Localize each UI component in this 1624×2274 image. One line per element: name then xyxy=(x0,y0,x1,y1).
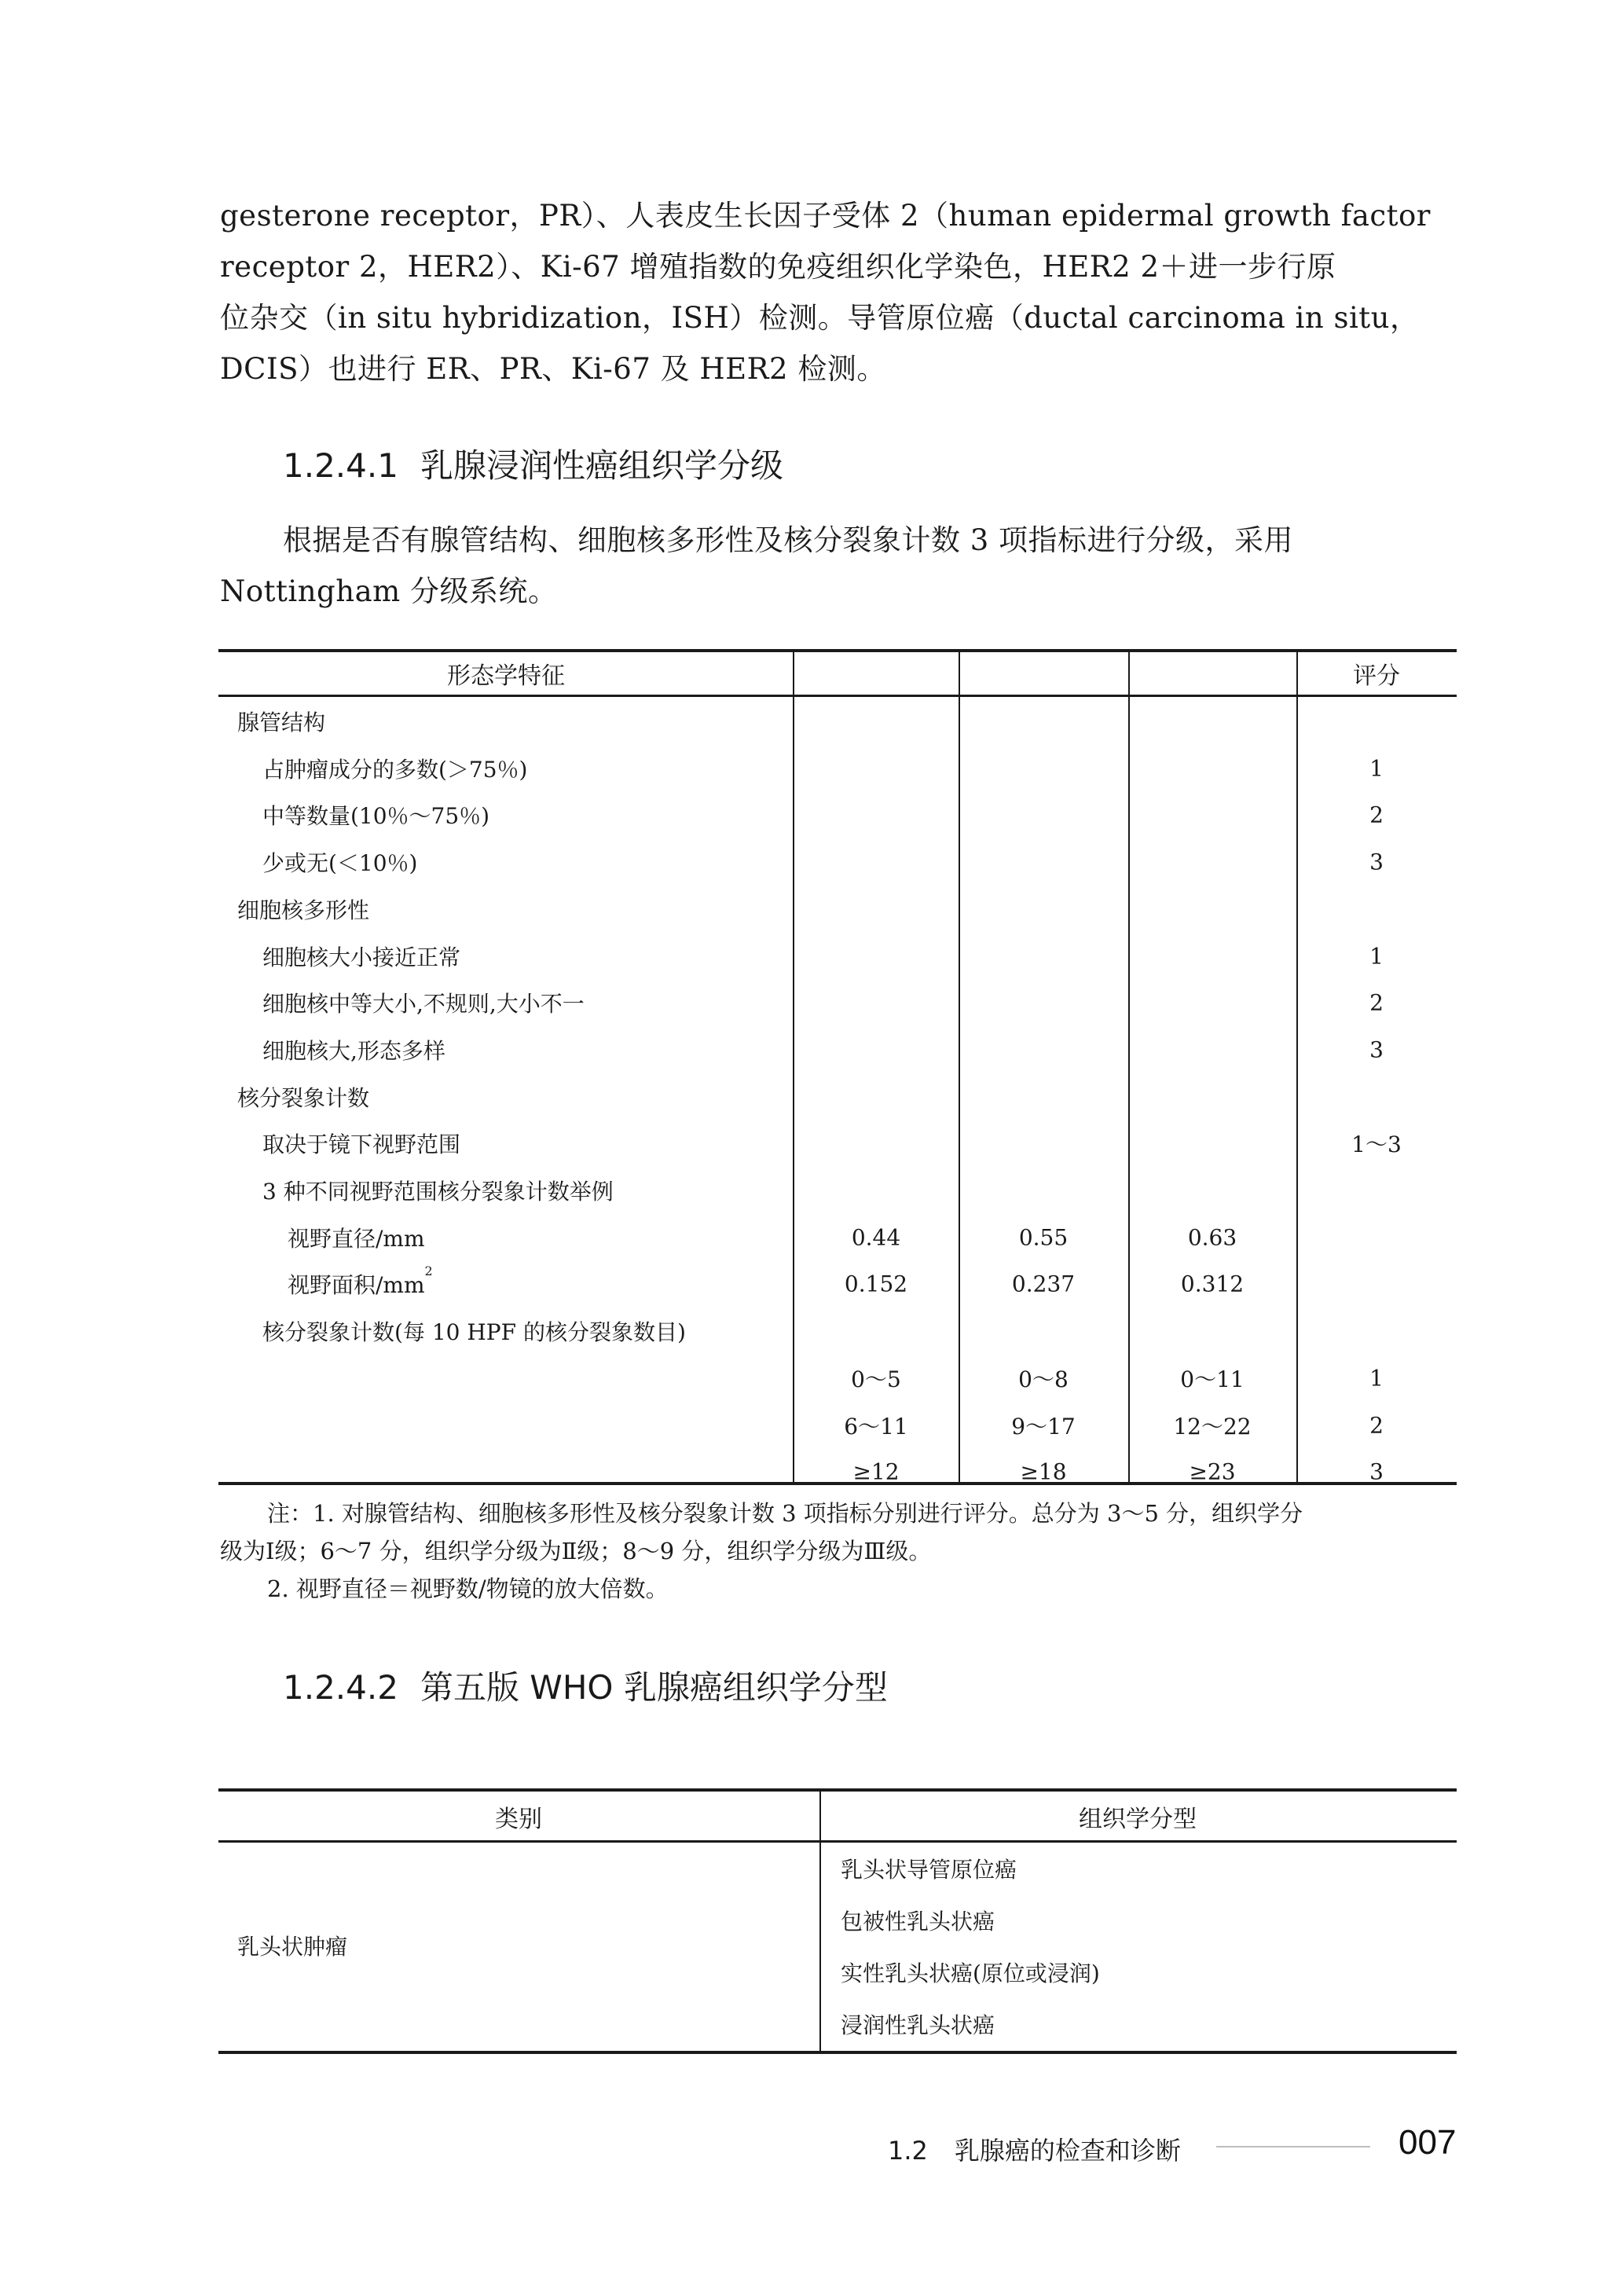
header-score: 评分 xyxy=(1353,662,1400,690)
table-notes xyxy=(220,1495,1457,1608)
feature-cell: 中等数量(10％～75％) xyxy=(262,803,490,830)
subtype-cell: 实性乳头状癌(原位或浸润) xyxy=(841,1960,1100,1986)
intro-paragraph xyxy=(220,190,1457,394)
column-divider xyxy=(959,649,960,1484)
note-line: 2. 视野直径＝视野数/物镜的放大倍数。 xyxy=(267,1575,669,1602)
value-cell: 12～22 xyxy=(1173,1413,1252,1440)
section-number: 1.2.4.2 xyxy=(283,1668,398,1707)
header-feature: 形态学特征 xyxy=(447,662,565,690)
section-title: 第五版 WHO 乳腺癌组织学分型 xyxy=(420,1668,888,1707)
intro-line: DCIS）也进行 ER、PR、Ki-67 及 HER2 检测。 xyxy=(220,352,886,386)
subtype-cell: 包被性乳头状癌 xyxy=(841,1909,995,1935)
score-cell: 1～3 xyxy=(1351,1131,1402,1158)
score-cell: 3 xyxy=(1369,849,1384,875)
paragraph-line: Nottingham 分级系统。 xyxy=(220,574,558,608)
feature-cell: 细胞核多形性 xyxy=(237,897,370,923)
table-top-rule xyxy=(218,1788,1457,1792)
value-cell: 6～11 xyxy=(844,1413,908,1440)
feature-cell: 取决于镜下视野范围 xyxy=(262,1131,461,1158)
value-cell: ≥23 xyxy=(1189,1458,1236,1485)
feature-cell: 视野直径/mm xyxy=(288,1225,425,1252)
score-cell: 1 xyxy=(1369,1365,1384,1392)
paragraph-line: 根据是否有腺管结构、细胞核多形性及核分裂象计数 3 项指标进行分级，采用 xyxy=(283,523,1294,557)
score-cell: 3 xyxy=(1369,1458,1384,1485)
column-divider xyxy=(793,649,794,1484)
subtype-cell: 乳头状导管原位癌 xyxy=(841,1857,1017,1883)
column-divider xyxy=(1128,649,1130,1484)
footer-section-number: 1.2 xyxy=(888,2136,928,2166)
section-heading-grading xyxy=(283,440,783,487)
value-cell: 0.63 xyxy=(1187,1224,1237,1251)
intro-line: 位杂交（in situ hybridization，ISH）检测。导管原位癌（ductal carcinoma in situ， xyxy=(220,301,1420,335)
value-cell: 0.152 xyxy=(844,1271,908,1297)
value-cell: ≥12 xyxy=(852,1458,900,1485)
footer-divider xyxy=(1216,2146,1370,2147)
header-subtype: 组织学分型 xyxy=(1079,1806,1197,1833)
value-cell: 0～8 xyxy=(1018,1366,1069,1392)
value-cell: 0～5 xyxy=(851,1366,901,1392)
score-cell: 2 xyxy=(1369,801,1384,828)
value-cell: 0～11 xyxy=(1180,1366,1245,1392)
table-bottom-rule xyxy=(218,1482,1457,1485)
section-heading-who-classification xyxy=(283,1662,888,1709)
who-classification-table xyxy=(218,1788,1457,2054)
section-title: 乳腺浸润性癌组织学分级 xyxy=(420,446,783,485)
value-cell: 0.312 xyxy=(1180,1271,1245,1297)
feature-cell: 核分裂象计数(每 10 HPF 的核分裂象数目) xyxy=(262,1319,686,1346)
table-top-rule xyxy=(218,649,1457,652)
score-cell: 1 xyxy=(1369,755,1384,782)
feature-cell: 3 种不同视野范围核分裂象计数举例 xyxy=(262,1179,614,1205)
feature-cell: 细胞核中等大小,不规则,大小不一 xyxy=(262,991,585,1018)
score-cell: 2 xyxy=(1369,1412,1384,1438)
note-line: 注：1. 对腺管结构、细胞核多形性及核分裂象计数 3 项指标分别进行评分。总分为 3～5 分，组织学分 xyxy=(267,1500,1303,1527)
feature-cell: 视野面积$/mm^2$ xyxy=(288,1264,433,1299)
column-divider xyxy=(819,1788,821,2052)
note-line: 级为Ⅰ级；6～7 分，组织学分级为Ⅱ级；8～9 分，组织学分级为Ⅲ级。 xyxy=(220,1538,932,1564)
value-cell: 0.44 xyxy=(851,1224,901,1251)
page-number: 007 xyxy=(1399,2123,1457,2162)
category-cell: 乳头状肿瘤 xyxy=(237,1934,348,1960)
feature-cell: 占肿瘤成分的多数(＞75％) xyxy=(262,756,528,783)
grading-paragraph xyxy=(220,515,1457,617)
value-cell: 9～17 xyxy=(1011,1413,1076,1440)
running-footer xyxy=(888,2131,1181,2167)
table-header-rule xyxy=(218,695,1457,697)
feature-cell: 腺管结构 xyxy=(237,710,326,735)
feature-cell: 细胞核大小接近正常 xyxy=(262,944,461,970)
table-header-rule xyxy=(218,1840,1457,1843)
score-cell: 2 xyxy=(1369,989,1384,1016)
value-cell: 0.55 xyxy=(1018,1224,1069,1251)
feature-cell: 核分裂象计数 xyxy=(237,1084,370,1111)
value-cell: 0.237 xyxy=(1011,1271,1076,1297)
intro-line: gesterone receptor，PR）、人表皮生长因子受体 2（human epidermal growth factor xyxy=(220,199,1431,233)
header-category: 类别 xyxy=(495,1806,542,1833)
nottingham-grading-table xyxy=(218,649,1457,1485)
score-cell: 1 xyxy=(1369,943,1384,969)
value-cell: ≥18 xyxy=(1020,1458,1067,1485)
section-number: 1.2.4.1 xyxy=(283,446,398,485)
intro-line: receptor 2，HER2）、Ki-67 增殖指数的免疫组织化学染色，HER2 2＋进一步行原 xyxy=(220,250,1336,284)
feature-cell: 少或无(＜10％) xyxy=(262,850,418,877)
subtype-cell: 浸润性乳头状癌 xyxy=(841,2012,995,2038)
footer-section-title: 乳腺癌的检查和诊断 xyxy=(954,2136,1181,2166)
superscript: 2 xyxy=(424,1264,433,1279)
feature-cell: 细胞核大,形态多样 xyxy=(262,1037,445,1064)
table-bottom-rule xyxy=(218,2051,1457,2054)
column-divider xyxy=(1296,649,1298,1484)
score-cell: 3 xyxy=(1369,1036,1384,1063)
